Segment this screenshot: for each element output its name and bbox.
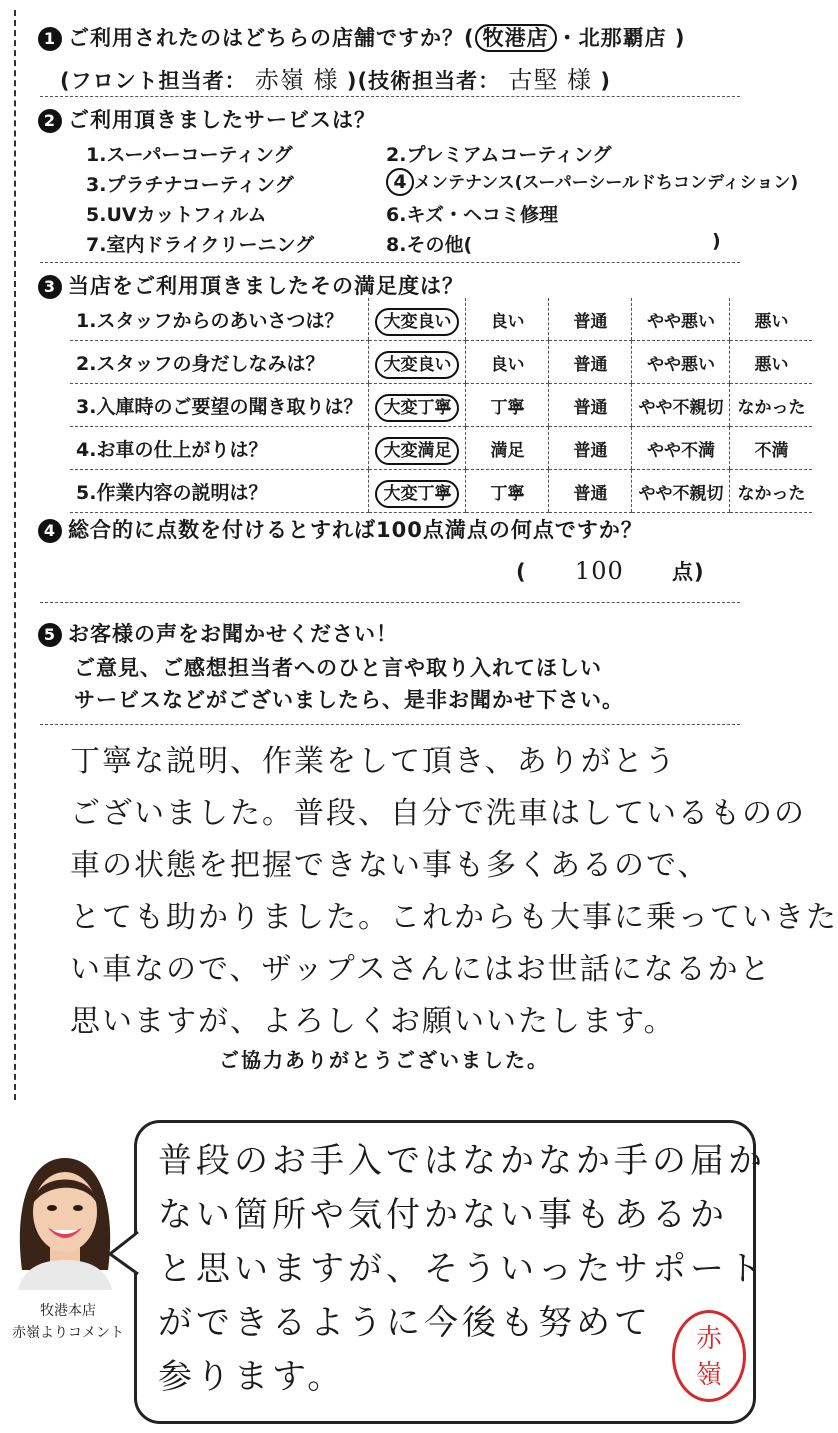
q1-front-label: (フロント担当者： xyxy=(60,69,247,93)
satisfaction-row xyxy=(70,470,812,513)
choice-label: 良い xyxy=(490,354,525,375)
comment-line: 丁寧な説明、作業をして頂き、ありがとう xyxy=(70,744,677,779)
q5-title-line xyxy=(38,618,398,648)
left-dashed-border xyxy=(14,10,16,1100)
divider xyxy=(40,602,740,603)
q1-number: 1 xyxy=(38,27,62,51)
q4-score: 100 xyxy=(574,557,624,585)
staff-comment-section xyxy=(0,1110,768,1433)
choice-label: やや悪い xyxy=(646,311,715,332)
comment-line: い車なので、ザップスさんにはお世話になるかと xyxy=(70,952,772,987)
q2-option-7: 7.室内ドライクリーニング xyxy=(86,234,315,256)
choice-label: 普通 xyxy=(573,483,608,504)
satisfaction-question: 1.スタッフからのあいさつは？ xyxy=(70,298,369,341)
satisfaction-row xyxy=(70,427,812,470)
satisfaction-choice xyxy=(730,298,813,341)
satisfaction-choice xyxy=(730,384,813,427)
satisfaction-question: 4.お車の仕上がりは？ xyxy=(70,427,369,470)
q2-selected-number: 4 xyxy=(386,168,414,196)
choice-label: やや不親切 xyxy=(638,397,724,418)
q5-title: お客様の声をお聞かせください！ xyxy=(68,622,398,646)
q5-number: 5 xyxy=(38,623,62,647)
q2-option-4-label: メンテナンス(スーパーシールドちコンディション) xyxy=(414,173,799,193)
q5-sub1: ご意見、ご感想担当者へのひと言や取り入れてほしい xyxy=(74,656,602,680)
satisfaction-row xyxy=(70,384,812,427)
satisfaction-choice xyxy=(632,427,730,470)
q1-store-selected: 牧港店 xyxy=(475,24,557,52)
q2-option-3: 3.プラチナコーティング xyxy=(86,174,294,196)
q4-title: 総合的に点数を付けるとすれば100点満点の何点ですか？ xyxy=(68,518,643,542)
q4-unit: 点) xyxy=(672,560,705,584)
q1-close: ) xyxy=(600,69,611,93)
comment-line: 思いますが、よろしくお願いいたします。 xyxy=(70,1004,676,1039)
divider xyxy=(40,96,740,97)
satisfaction-choice xyxy=(632,384,730,427)
comment-line: ございました。普段、自分で洗車はしているものの xyxy=(70,796,806,831)
choice-label: 大変丁寧 xyxy=(375,394,459,422)
q1-front-name: 赤嶺 様 xyxy=(254,66,339,94)
satisfaction-choice xyxy=(466,427,549,470)
bubble-line: ができるように今後も努めて xyxy=(158,1303,652,1343)
q2-option-1: 1.スーパーコーティング xyxy=(86,144,293,166)
satisfaction-choice xyxy=(466,384,549,427)
satisfaction-question: 2.スタッフの身だしなみは？ xyxy=(70,341,369,384)
choice-label: 良い xyxy=(490,311,525,332)
satisfaction-question: 5.作業内容の説明は？ xyxy=(70,470,369,513)
bubble-line: と思いますが、そういったサポート xyxy=(158,1249,766,1289)
choice-label: 大変良い xyxy=(375,308,459,336)
choice-label: なかった xyxy=(737,397,806,418)
q2-option-4 xyxy=(386,168,798,196)
q3-title: 当店をご利用頂きましたその満足度は？ xyxy=(68,274,464,298)
choice-label: 悪い xyxy=(754,311,789,332)
q3-title-line xyxy=(38,270,464,300)
satisfaction-choice xyxy=(730,427,813,470)
choice-label: 不満 xyxy=(754,440,789,461)
stamp-char: 赤 xyxy=(695,1324,722,1354)
choice-label: 丁寧 xyxy=(490,483,525,504)
choice-label: やや悪い xyxy=(646,354,715,375)
comment-line: とても助かりました。これからも大事に乗っていきた xyxy=(70,900,838,935)
choice-label: 大変良い xyxy=(375,351,459,379)
satisfaction-choice xyxy=(466,470,549,513)
satisfaction-choice xyxy=(632,470,730,513)
q2-title-line xyxy=(38,104,376,134)
staff-store: 牧港本店 xyxy=(40,1303,96,1319)
choice-label: 大変満足 xyxy=(375,437,459,465)
q2-number: 2 xyxy=(38,109,62,133)
bubble-line: 参ります。 xyxy=(158,1357,346,1397)
satisfaction-choice xyxy=(549,427,632,470)
comment-line: 車の状態を把握できない事も多くあるので、 xyxy=(70,848,710,883)
divider xyxy=(40,724,740,725)
q2-option-8: 8.その他( xyxy=(386,234,473,256)
satisfaction-choice xyxy=(549,470,632,513)
q2-title: ご利用頂きましたサービスは？ xyxy=(68,108,376,132)
satisfaction-choice xyxy=(466,341,549,384)
q1-line xyxy=(38,22,686,52)
divider xyxy=(40,262,740,263)
stamp-char: 嶺 xyxy=(695,1360,722,1390)
q2-option-8-close: ) xyxy=(712,230,721,252)
q3-number: 3 xyxy=(38,275,62,299)
satisfaction-choice xyxy=(632,298,730,341)
choice-label: なかった xyxy=(737,483,806,504)
q5-sub2: サービスなどがございましたら、是非お聞かせ下さい。 xyxy=(74,688,624,712)
choice-label: やや不親切 xyxy=(638,483,724,504)
satisfaction-row xyxy=(70,298,812,341)
q1-tech-label: )(技術担当者： xyxy=(346,69,501,93)
q2-option-5: 5.UVカットフィルム xyxy=(86,204,267,226)
satisfaction-choice-selected xyxy=(369,470,466,513)
choice-label: 満足 xyxy=(490,440,525,461)
staff-label xyxy=(6,1300,130,1344)
q1-staff-line xyxy=(60,60,611,95)
q2-option-2: 2.プレミアムコーティング xyxy=(386,144,612,166)
q1-prefix: ご利用されたのはどちらの店舗ですか？( xyxy=(68,26,475,50)
staff-comment-text xyxy=(158,1134,766,1404)
satisfaction-choice xyxy=(730,341,813,384)
choice-label: やや不満 xyxy=(646,440,715,461)
satisfaction-table xyxy=(70,298,812,513)
choice-label: 普通 xyxy=(573,354,608,375)
satisfaction-choice-selected xyxy=(369,427,466,470)
satisfaction-choice-selected xyxy=(369,341,466,384)
staff-comment-from: 赤嶺よりコメント xyxy=(12,1325,124,1341)
satisfaction-question: 3.入庫時のご要望の聞き取りは？ xyxy=(70,384,369,427)
bubble-line: 普段のお手入ではなかなか手の届か xyxy=(158,1141,766,1181)
bubble-line: ない箇所や気付かない事もあるか xyxy=(158,1195,728,1235)
satisfaction-choice xyxy=(632,341,730,384)
customer-comment xyxy=(70,736,838,1048)
satisfaction-row xyxy=(70,341,812,384)
q4-score-line xyxy=(516,556,705,586)
satisfaction-choice xyxy=(549,341,632,384)
choice-label: 普通 xyxy=(573,397,608,418)
satisfaction-choice-selected xyxy=(369,384,466,427)
choice-label: 丁寧 xyxy=(490,397,525,418)
choice-label: 普通 xyxy=(573,311,608,332)
satisfaction-choice xyxy=(730,470,813,513)
q4-number: 4 xyxy=(38,519,62,543)
satisfaction-choice-selected xyxy=(369,298,466,341)
q1-store-other: ・北那覇店 ) xyxy=(556,26,686,50)
name-stamp xyxy=(672,1310,746,1402)
q2-option-6: 6.キズ・ヘコミ修理 xyxy=(386,204,559,226)
q4-open: ( xyxy=(516,560,527,584)
choice-label: 悪い xyxy=(754,354,789,375)
choice-label: 普通 xyxy=(573,440,608,461)
satisfaction-choice xyxy=(549,298,632,341)
staff-avatar-icon xyxy=(10,1150,120,1290)
q4-title-line xyxy=(38,514,643,544)
q1-tech-name: 古堅 様 xyxy=(508,66,593,94)
thanks-text: ご協力ありがとうございました。 xyxy=(219,1048,549,1072)
choice-label: 大変丁寧 xyxy=(375,480,459,508)
bubble-tail-icon xyxy=(108,1228,140,1278)
satisfaction-choice xyxy=(466,298,549,341)
satisfaction-choice xyxy=(549,384,632,427)
